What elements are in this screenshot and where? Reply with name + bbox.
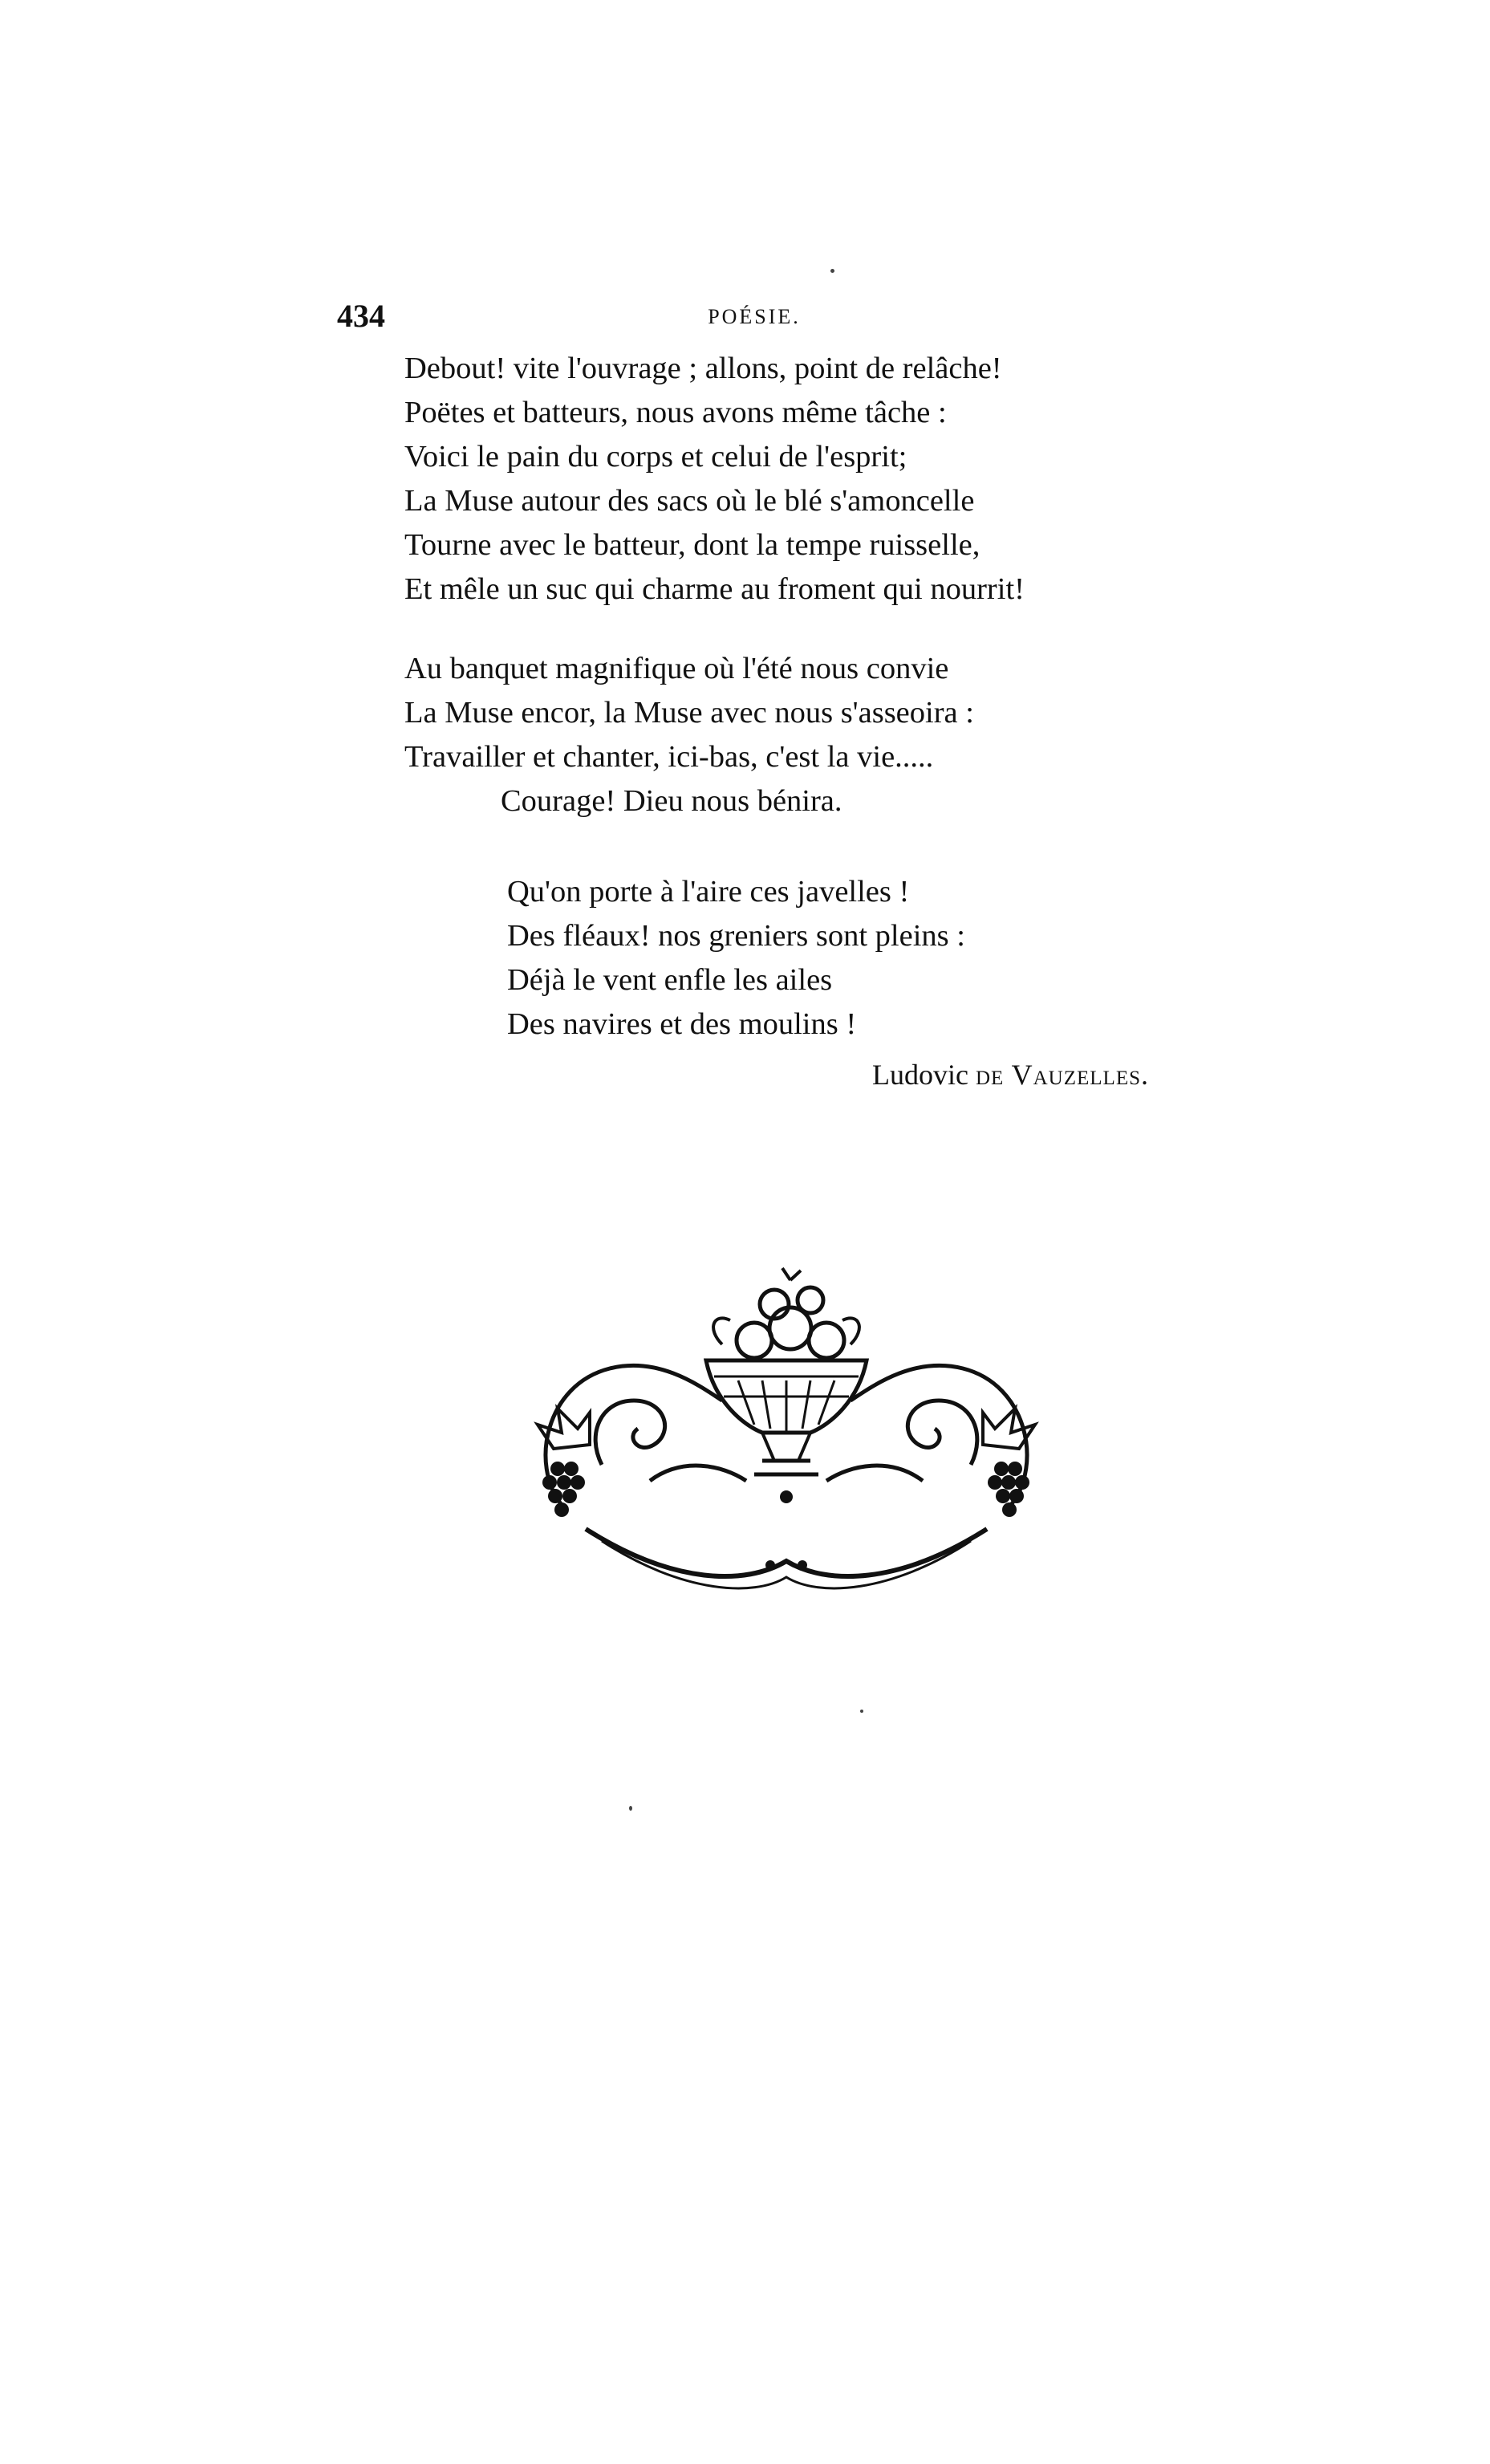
author-signature [872,1058,1149,1092]
verse-line: Courage! Dieu nous bénira. [501,784,842,818]
print-speck [629,1806,632,1811]
verse-line: Qu'on porte à l'aire ces javelles ! [507,875,910,909]
print-speck [860,1710,863,1713]
verse-line: Tourne avec le batteur, dont la tempe ruisselle, [404,528,980,562]
verse-line: Poëtes et batteurs, nous avons même tâche : [404,396,947,429]
verse-line: Des navires et des moulins ! [507,1007,857,1041]
verse-line: Voici le pain du corps et celui de l'esprit; [404,440,907,474]
vignette-urn-with-fruit-and-vines-icon [514,1264,1059,1601]
page-number: 434 [337,298,385,334]
stanza-3 [507,870,965,1047]
author-surname: de Vauzelles. [975,1059,1149,1091]
verse-line: La Muse autour des sacs où le blé s'amoncelle [404,484,975,518]
verse-line: Travailler et chanter, ici-bas, c'est la vie..... [404,740,934,774]
print-speck [830,269,834,273]
stanza-1 [404,347,1025,612]
verse-line: Déjà le vent enfle les ailes [507,963,833,997]
verse-line: La Muse encor, la Muse avec nous s'asseoira : [404,696,974,730]
author-first-name: Ludovic [871,1059,968,1091]
verse-line: Debout! vite l'ouvrage ; allons, point de relâche! [404,352,1002,385]
stanza-2 [404,647,974,823]
page-header [337,297,1171,337]
verse-line: Et mêle un suc qui charme au froment qui nourrit! [404,572,1025,606]
verse-line: Des fléaux! nos greniers sont pleins : [507,919,965,953]
verse-line: Au banquet magnifique où l'été nous convie [404,652,949,685]
running-title: POÉSIE. [708,305,801,328]
